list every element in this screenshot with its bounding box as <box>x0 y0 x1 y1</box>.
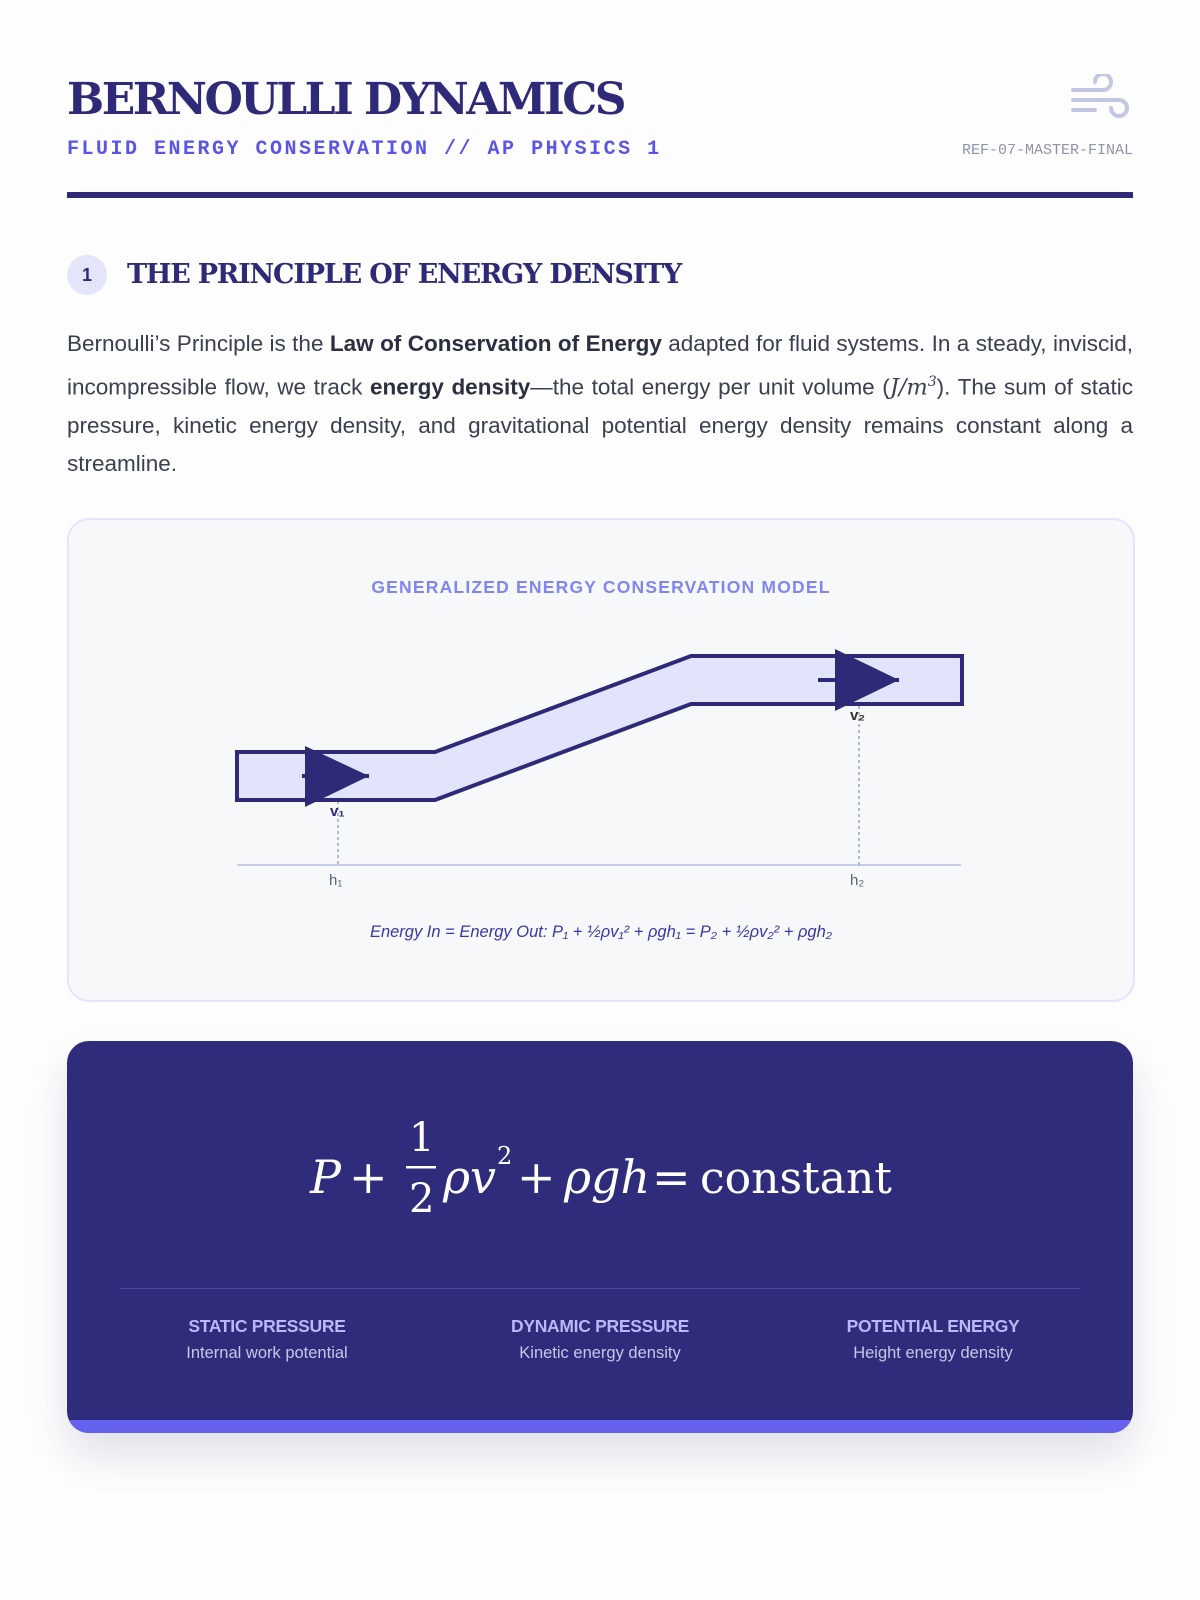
bernoulli-formula <box>67 1041 1133 1281</box>
intro-bold-energy-density: energy density <box>370 374 531 400</box>
header-divider <box>67 192 1133 198</box>
reference-code: REF-07-MASTER-FINAL <box>961 142 1133 159</box>
formula-fraction-bar <box>406 1166 436 1169</box>
h2-label: h₂ <box>850 872 865 889</box>
h1-label: h₁ <box>329 872 343 889</box>
formula-divider <box>119 1288 1081 1289</box>
intro-bold-law: Law of Conservation of Energy <box>329 331 662 356</box>
page-title: BERNOULLI DYNAMICS <box>67 74 624 125</box>
term-heading: DYNAMIC PRESSURE <box>510 1316 689 1336</box>
page-subtitle: FLUID ENERGY CONSERVATION // AP PHYSICS 1 <box>67 138 662 161</box>
section-number-badge: 1 <box>67 255 107 295</box>
formula-pressure: P <box>310 1150 341 1204</box>
term-heading: STATIC PRESSURE <box>188 1316 346 1336</box>
formula-kinetic-term: ρv <box>443 1150 497 1204</box>
v1-label: v₁ <box>330 803 345 820</box>
formula-equals: = <box>652 1150 691 1204</box>
unit-exponent: 3 <box>927 374 937 390</box>
wind-icon <box>1069 74 1133 126</box>
formula-fraction-denominator: 2 <box>409 1176 435 1222</box>
formula-constant: constant <box>700 1153 892 1204</box>
term-static-pressure <box>117 1316 417 1363</box>
term-description: Height energy density <box>853 1344 1013 1362</box>
formula-card-accent-bar <box>67 1420 1133 1433</box>
unit-expression: J/m <box>889 374 928 401</box>
v2-label: v₂ <box>850 707 866 724</box>
intro-text-2: adapted for fluid systems. In a steady, inviscid, incompressible flow, we track <box>67 331 1134 400</box>
intro-text-3: —the total energy per unit volume ( <box>530 374 890 400</box>
term-description: Internal work potential <box>186 1344 348 1362</box>
term-potential-energy <box>783 1316 1083 1363</box>
intro-paragraph <box>67 325 1133 483</box>
diagram-caption: GENERALIZED ENERGY CONSERVATION MODEL <box>371 577 831 597</box>
formula-potential-term: ρgh <box>564 1150 651 1204</box>
formula-plus-2: + <box>517 1150 556 1204</box>
section-title: THE PRINCIPLE OF ENERGY DENSITY <box>127 259 682 290</box>
term-dynamic-pressure <box>450 1316 750 1363</box>
diagram-card <box>67 518 1135 1002</box>
formula-exponent: 2 <box>497 1142 513 1170</box>
formula-plus-1: + <box>349 1150 388 1204</box>
intro-text-4: ). The sum of static pressure, kinetic energy density, and gravitational potential energy density remains constant along a streamline. <box>67 374 1134 476</box>
formula-card <box>67 1041 1133 1433</box>
term-heading: POTENTIAL ENERGY <box>846 1316 1020 1336</box>
formula-fraction-numerator: 1 <box>409 1115 435 1161</box>
intro-text-1: Bernoulli’s Principle is the <box>67 331 330 356</box>
term-description: Kinetic energy density <box>519 1344 681 1362</box>
energy-equation: Energy In = Energy Out: P₁ + ½ρv₁² + ρgh₁ = P₂ + ½ρv₂² + ρgh₂ <box>369 923 833 941</box>
